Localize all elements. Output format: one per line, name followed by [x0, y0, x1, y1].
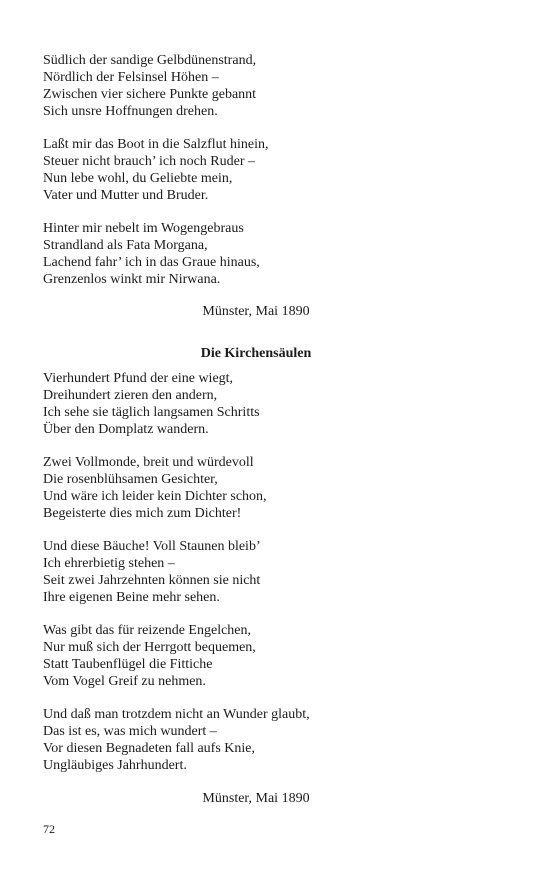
poem1-stanza-1 [43, 52, 513, 120]
verse-line: Und daß man trotzdem nicht an Wunder glaubt, [43, 707, 310, 722]
poem2-stanza-2 [43, 454, 513, 522]
verse-line: Statt Taubenflügel die Fittiche [43, 657, 213, 672]
verse-line: Zwischen vier sichere Punkte gebannt [43, 87, 257, 102]
verse-line: Zwei Vollmonde, breit und würdevoll [43, 455, 254, 470]
verse-line: Steuer nicht brauch’ ich noch Ruder – [43, 154, 256, 169]
verse-line: Über den Domplatz wandern. [43, 422, 209, 437]
verse-line: Strandland als Fata Morgana, [43, 238, 208, 253]
verse-line: Ihre eigenen Beine mehr sehen. [43, 590, 220, 605]
verse-line: Südlich der sandige Gelbdünenstrand, [43, 53, 257, 68]
poem1-stanza-3 [43, 220, 513, 288]
verse-line: Vierhundert Pfund der eine wiegt, [43, 371, 234, 386]
verse-line: Ungläubiges Jahrhundert. [43, 758, 187, 773]
poem2-dateline [0, 790, 512, 807]
verse-line: Vom Vogel Greif zu nehmen. [43, 674, 206, 689]
verse-line: Nördlich der Felsinsel Höhen – [43, 70, 219, 85]
verse-line: Das ist es, was mich wundert – [43, 724, 217, 739]
verse-line: Und wäre ich leider kein Dichter schon, [43, 489, 267, 504]
verse-line: Seit zwei Jahrzehnten können sie nicht [43, 573, 261, 588]
poem1-stanza-2 [43, 136, 513, 204]
verse-line: Dreihundert zieren den andern, [43, 388, 218, 403]
verse-line: Begeisterte dies mich zum Dichter! [43, 506, 242, 521]
page-number: 72 [43, 822, 55, 836]
verse-line: Und diese Bäuche! Voll Staunen bleib’ [43, 539, 261, 554]
dateline-text: Münster, Mai 1890 [202, 304, 310, 319]
poem-title-text: Die Kirchensäulen [200, 346, 312, 361]
poem1-dateline [0, 303, 512, 320]
verse-line: Nur muß sich der Herrgott bequemen, [43, 640, 256, 655]
verse-line: Vor diesen Begnadeten fall aufs Knie, [43, 741, 256, 756]
poem2-stanza-5 [43, 706, 513, 774]
verse-line: Grenzenlos winkt mir Nirwana. [43, 272, 221, 287]
verse-line: Hinter mir nebelt im Wogengebraus [43, 221, 244, 236]
verse-line: Lachend fahr’ ich in das Graue hinaus, [43, 255, 260, 270]
verse-line: Nun lebe wohl, du Geliebte mein, [43, 171, 233, 186]
poem-title [0, 345, 512, 362]
verse-line: Laßt mir das Boot in die Salzflut hinein, [43, 137, 269, 152]
verse-line: Die rosenblühsamen Gesichter, [43, 472, 218, 487]
verse-line: Ich sehe sie täglich langsamen Schritts [43, 405, 260, 420]
verse-line: Ich ehrerbietig stehen – [43, 556, 175, 571]
verse-line: Was gibt das für reizende Engelchen, [43, 623, 252, 638]
verse-line: Vater und Mutter und Bruder. [43, 188, 209, 203]
poem2-stanza-4 [43, 622, 513, 690]
verse-line: Sich unsre Hoffnungen drehen. [43, 104, 218, 119]
poem2-stanza-1 [43, 370, 513, 438]
poem2-stanza-3 [43, 538, 513, 606]
dateline-text: Münster, Mai 1890 [202, 791, 310, 806]
